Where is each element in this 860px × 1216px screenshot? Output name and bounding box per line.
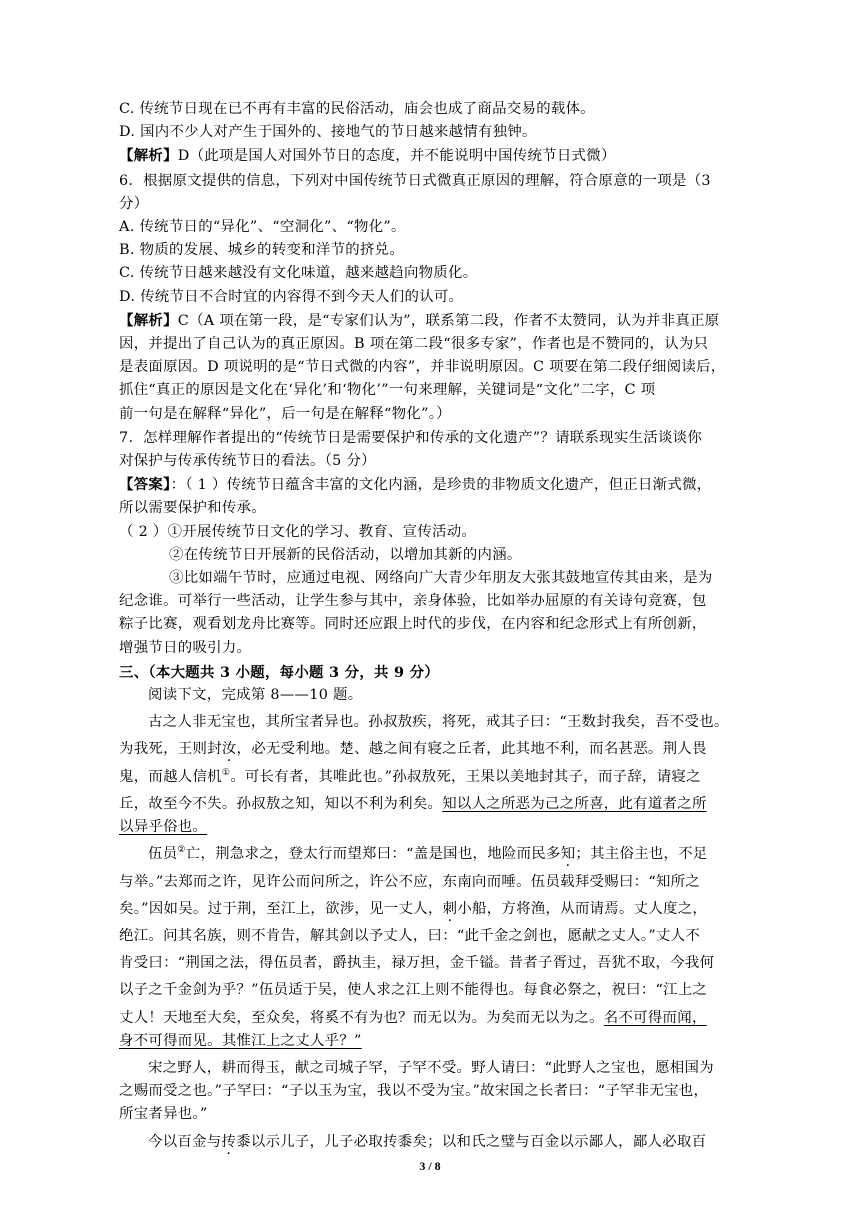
q7-answer-line4: ②在传统节日开展新的民俗活动，以增加其新的内涵。	[169, 546, 522, 563]
passage-p1-line5	[119, 816, 781, 839]
q6-analysis-line1	[119, 309, 781, 333]
emphasis-dot-char: 汝	[221, 741, 237, 758]
q6-stem-line1: 6．根据原文提供的信息，下列对中国传统节日式微真正原因的理解，符合原意的一项是（3	[119, 172, 711, 189]
text-segment: 机	[207, 768, 222, 785]
passage-p1-line3	[119, 766, 781, 789]
q5-option-c: C. 传统节日现在已不再有丰富的民俗活动，庙会也成了商品交易的载体。	[119, 101, 595, 117]
text-segment: 伍员	[148, 846, 178, 863]
q6-analysis-line3: 是表面原因。D 项说明的是“节日式微的内容”，并非说明原因。C 项要在第二段仔细阅读后，	[119, 359, 726, 376]
document-page	[119, 98, 781, 1154]
q7-answer-line2: 所以需要保护和传承。	[119, 500, 266, 517]
text-segment: 矣。”因如吴。过于荆，至江上，欲涉，见一丈人，	[119, 900, 443, 917]
text-segment: 亡，荆急求之，登太行而望郑曰：“盖是国也，地险而民多	[185, 846, 561, 863]
text-segment: 丈人！天地至大矣，至众矣，将奚不有为也？而无以为。为矣而无以为之。	[119, 1009, 604, 1026]
q7-stem-line1: 7．怎样理解作者提出的“传统节日是需要保护和传承的文化遗产”？请联系现实生活谈谈你	[119, 429, 703, 446]
text-segment: 鬼，而越人信	[119, 768, 208, 785]
passage-p3-line2: 之赐而受之也。”子罕曰：“子以玉为宝，我以不受为宝。”故宋国之长者曰：“子罕非无宝也，	[119, 1083, 709, 1100]
passage-p2-line3	[119, 898, 781, 921]
q6-analysis-line5: 前一句是在解释“异化”，后一句是在解释“物化”。）	[119, 405, 451, 422]
emphasis-dot-char: 知	[560, 846, 576, 863]
text-segment: 黍以示儿子，儿子必取抟黍矣；以和氏之璧与百金以示鄙人，鄙人必取百	[236, 1133, 707, 1150]
passage-p4-line1	[119, 1131, 781, 1154]
q7-answer-line6: 纪念谁。可举行一些活动，让学生参与其中，亲身体验，比如举办屈原的有关诗句竞赛，包	[119, 593, 707, 610]
passage-p2-line4: 绝江。问其名族，则不肯告，解其剑以予丈人，曰：“此千金之剑也，愿献之丈人。”丈人不	[119, 927, 701, 944]
answer-tag: 【答案】	[119, 476, 171, 494]
q7-stem-line2: 对保护与传承传统节日的看法。（5 分）	[119, 453, 376, 470]
passage-p2-line1	[119, 843, 781, 866]
text-segment: 今以百金与	[148, 1133, 222, 1150]
text-segment: ；其主俗主也，不足	[575, 846, 708, 863]
section-heading: 三、（本大题共 3 小题，每小题 3 分，共 9 分）	[119, 663, 440, 681]
text-segment: 丘，故至今不失。孙叔敖之知，知以不利为利矣。	[119, 795, 443, 812]
q6-option-b: B. 物质的发展、城乡的转变和洋节的挤兑。	[119, 242, 405, 259]
q6-option-c: C. 传统节日越来越没有文化味道，越来越趋向物质化。	[119, 265, 478, 282]
q6-analysis-line2: 因，并提出了自己认为的真正原因。B 项在第二段“很多专家”，作者也是不赞同的，认为只	[119, 336, 709, 353]
q5-analysis	[119, 144, 781, 168]
answer-text: ：（ 1 ）传统节日蕴含丰富的文化内涵，是珍贵的非物质文化遗产，但正日渐式微，	[170, 477, 712, 494]
passage-p2-line5: 肯受曰：“荆国之法，得伍员者，爵执圭，禄万担，金千镒。昔者子胥过，吾犹不取，今我何	[119, 955, 715, 972]
q6-option-d: D. 传统节日不合时宜的内容得不到今天人们的认可。	[119, 288, 464, 305]
passage-p2-line2: 与举。”去郑而之许，见许公而问所之，许公不应，东南向而唾。伍员载拜受赐曰：“知所之	[119, 873, 701, 890]
page-number: 3 / 8	[419, 1159, 441, 1173]
analysis-tag: 【解析】	[119, 147, 178, 165]
section-instruction: 阅读下文，完成第 8——10 题。	[148, 687, 363, 704]
passage-p3-line1: 宋之野人，耕而得玉，献之司城子罕，子罕不受。野人请曰：“此野人之宝也，愿相国为	[148, 1059, 714, 1076]
text-segment: ，必无受利地。楚、越之间有寝之丘者，此其地不利，而名甚恶。荆人畏	[236, 741, 707, 758]
passage-p2-line6: 以子之千金剑为乎？”伍员适于吴，使人求之江上则不能得也。每食必祭之，祝曰：“江上之	[119, 982, 708, 999]
q7-answer-line1	[119, 473, 781, 497]
underlined-sentence: 身不可得而见。其惟江上之丈人乎？”	[119, 1032, 362, 1049]
underlined-sentence: 名不可得而闻，	[603, 1009, 707, 1026]
q6-stem-line2: 分）	[119, 195, 149, 212]
passage-p2-line7	[119, 1007, 781, 1030]
underlined-sentence: 知以人之所恶为己之所喜，此有道者之所	[442, 795, 707, 812]
underlined-sentence: 以异乎俗也。	[119, 819, 208, 836]
q6-analysis-line4: 抓住“真正的原因是文化在‘异化’和‘物化’”一句来理解，关键词是“文化”二字，C 项	[119, 382, 656, 399]
text-segment: 为我死，王则封	[119, 741, 222, 758]
analysis-text: D（此项是国人对国外节日的态度，并不能说明中国传统节日式微）	[177, 148, 616, 165]
passage-p2-line8	[119, 1030, 781, 1053]
q7-answer-line5: ③比如端午节时，应通过电视、网络向广大青少年朋友大张其鼓地宣传其由来，是为	[169, 570, 713, 587]
footnote-marker: ①	[221, 767, 231, 778]
analysis-text: C（A 项在第一段，是“专家们认为”，联系第二段，作者不太赞同，认为并非真正原	[177, 312, 720, 329]
passage-p1-line1: 古之人非无宝也，其所宝者异也。孙叔敖疾，将死，戒其子曰：“王数封我矣，吾不受也。	[148, 714, 729, 731]
passage-p1-line4	[119, 793, 781, 816]
passage-p1-line2	[119, 738, 781, 761]
q7-answer-line7: 粽子比赛，观看划龙舟比赛等。同时还应跟上时代的步伐，在内容和纪念形式上有所创新，	[119, 616, 707, 633]
q7-answer-line8: 增强节日的吸引力。	[119, 639, 252, 656]
emphasis-dot-char: 抟	[221, 1133, 237, 1150]
footnote-marker: ②	[177, 845, 186, 856]
emphasis-dot-char: 刺	[442, 900, 458, 917]
passage-p3-line3: 所宝者异也。”	[119, 1106, 208, 1123]
q7-answer-line3: （ 2 ）①开展传统节日文化的学习、教育、宣传活动。	[119, 523, 477, 540]
text-segment: 小船，方将渔，从而请焉。丈人度之，	[457, 900, 708, 917]
text-segment: 。可长有者，其唯此也。”孙叔敖死，王果以美地封其子，而子辞，请寝之	[230, 768, 701, 785]
analysis-tag: 【解析】	[119, 311, 178, 329]
q6-option-a: A. 传统节日的“异化”、“空洞化”、“物化”。	[119, 219, 406, 236]
q5-option-d: D. 国内不少人对产生于国外的、接地气的节日越来越情有独钟。	[119, 124, 537, 141]
